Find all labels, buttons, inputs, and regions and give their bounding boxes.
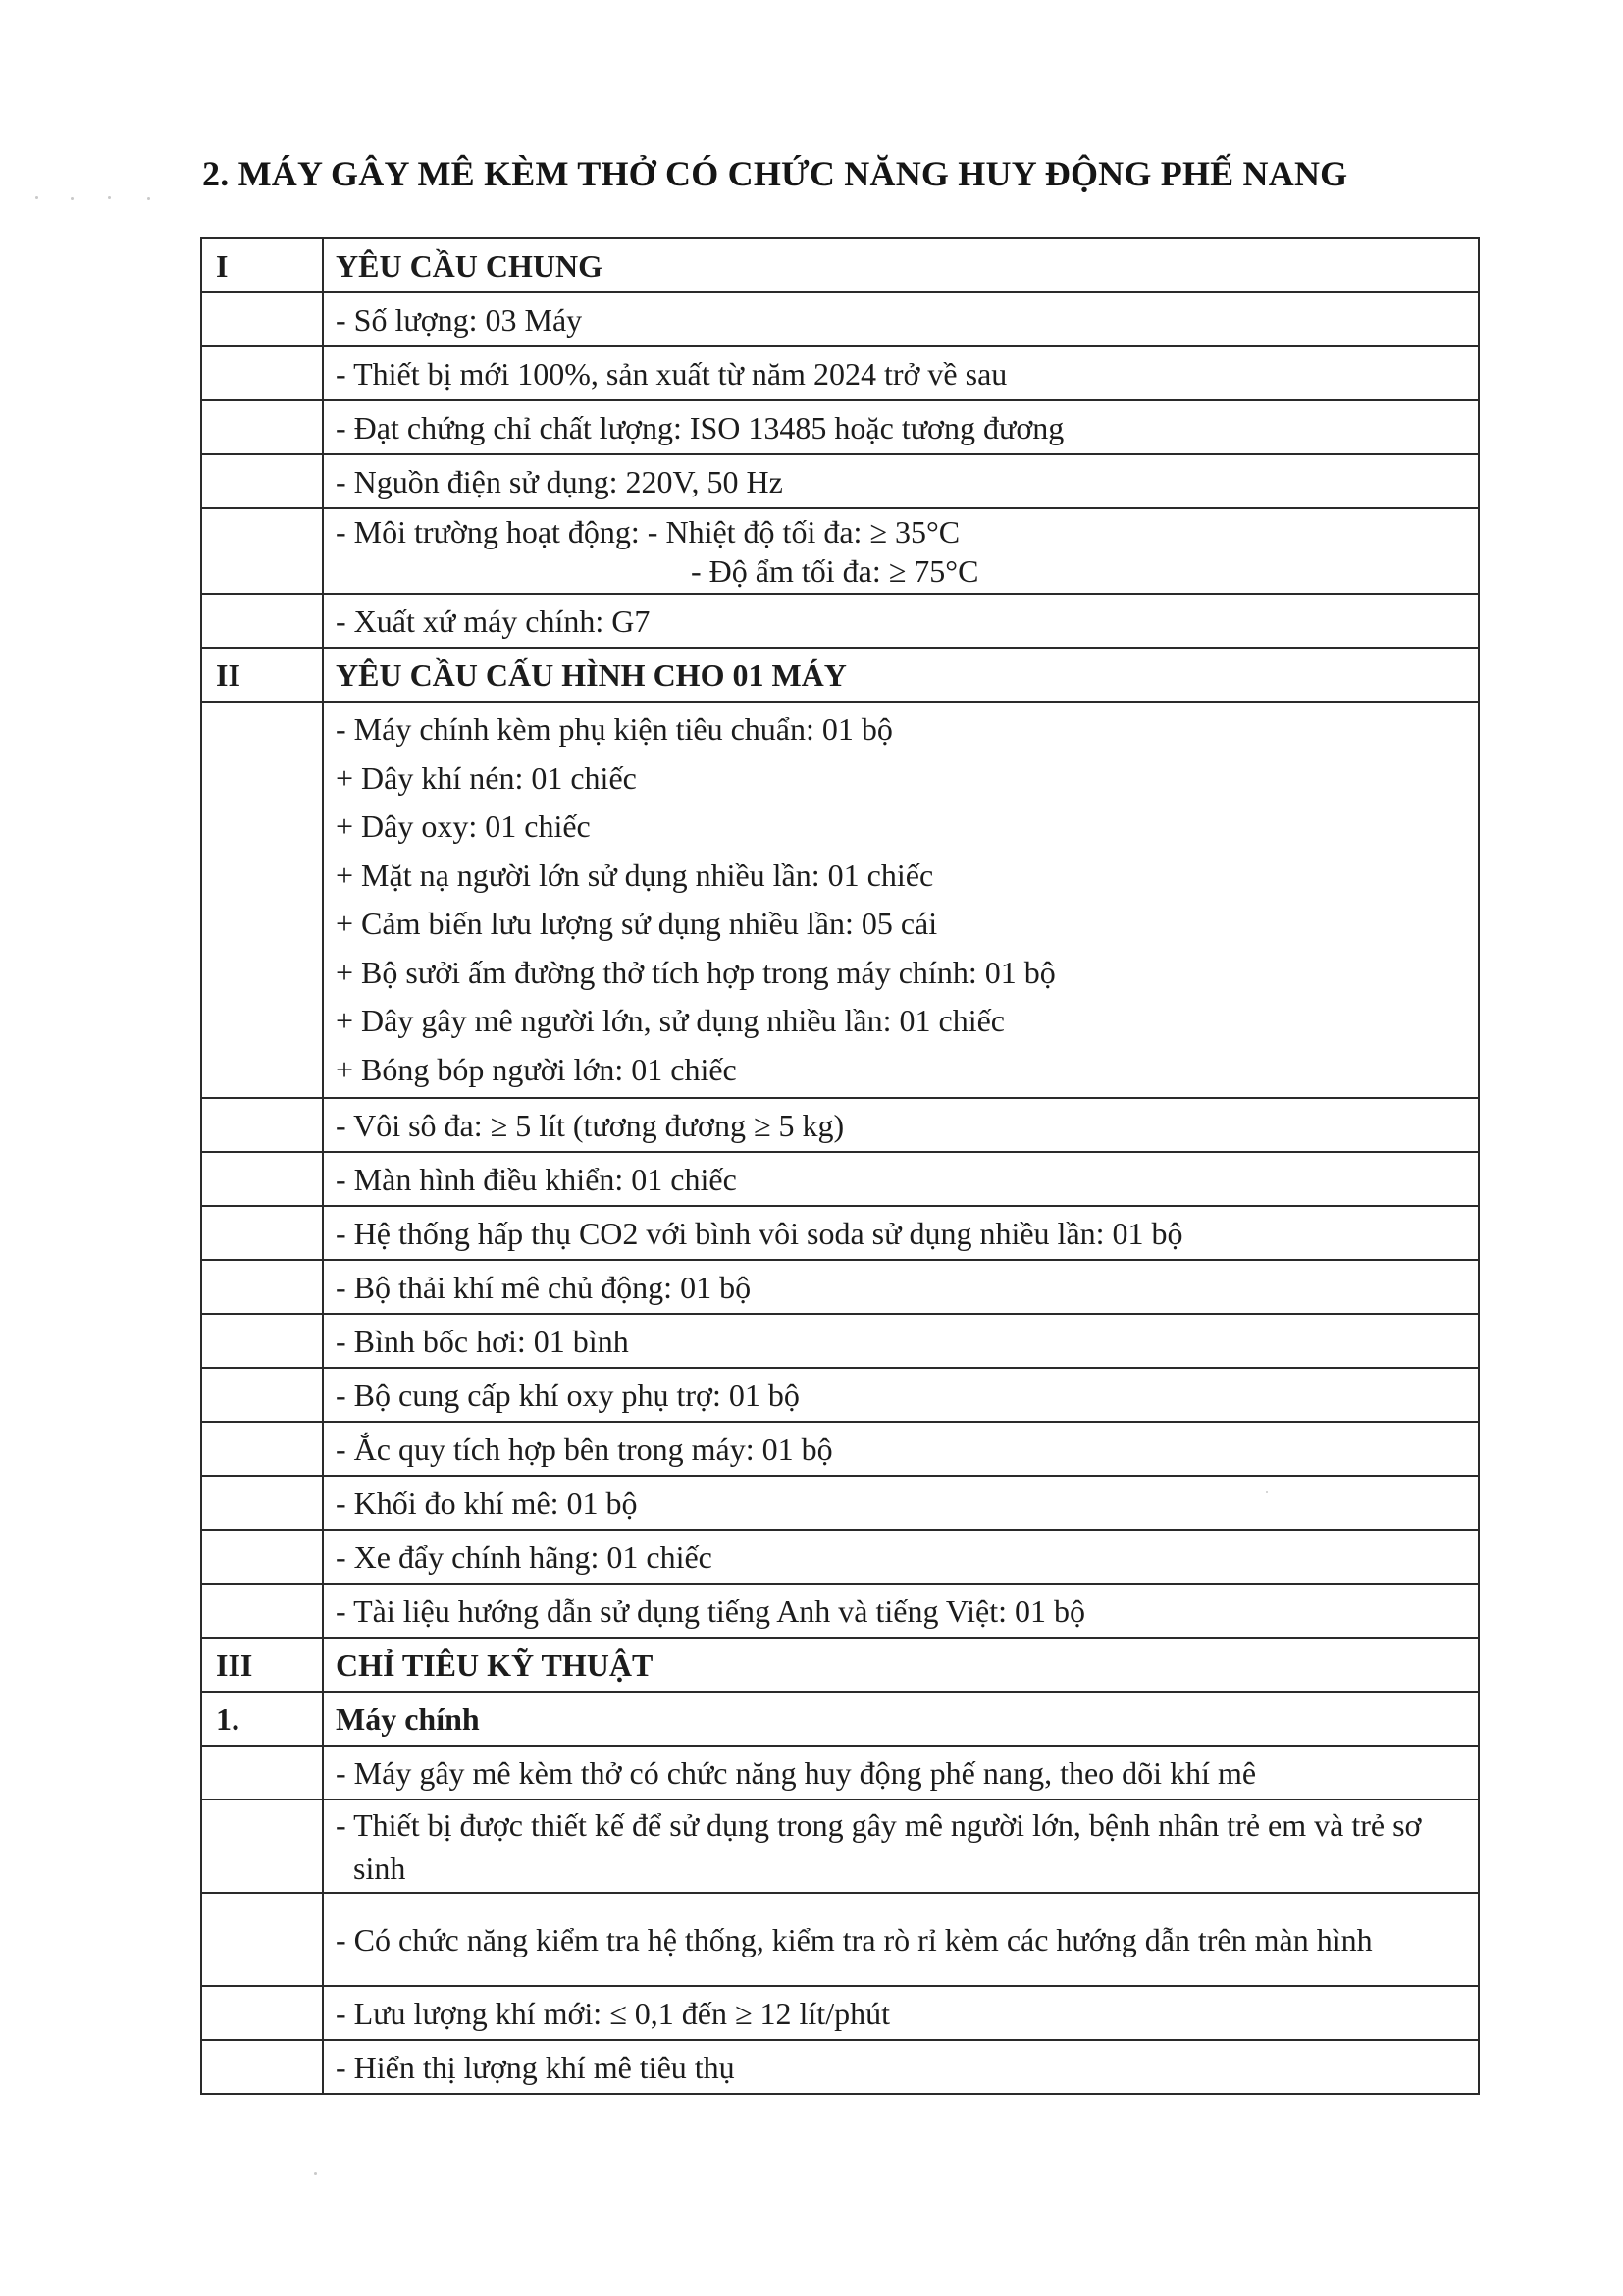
row-number	[201, 1098, 323, 1152]
accessory-list	[323, 702, 1479, 1098]
row-text: - Khối đo khí mê: 01 bộ	[323, 1476, 1479, 1530]
list-item: + Dây gây mê người lớn, sử dụng nhiều lần: 01 chiếc	[336, 1003, 1005, 1038]
row-number	[201, 292, 323, 346]
scan-speck	[147, 197, 150, 200]
row-number	[201, 1893, 323, 1986]
table-row	[201, 1368, 1479, 1422]
list-item: + Mặt nạ người lớn sử dụng nhiều lần: 01 chiếc	[336, 857, 934, 893]
row-text: - Đạt chứng chỉ chất lượng: ISO 13485 hoặc tương đương	[323, 400, 1479, 454]
row-text: - Bình bốc hơi: 01 bình	[323, 1314, 1479, 1368]
table-row	[201, 1986, 1479, 2040]
row-text	[323, 1893, 1479, 1986]
list-item: + Bóng bóp người lớn: 01 chiếc	[336, 1051, 737, 1087]
row-number	[201, 1986, 323, 2040]
table-row-accessories	[201, 702, 1479, 1098]
row-number	[201, 2040, 323, 2094]
row-text: - Lưu lượng khí mới: ≤ 0,1 đến ≥ 12 lít/phút	[323, 1986, 1479, 2040]
row-text: - Hệ thống hấp thụ CO2 với bình vôi soda sử dụng nhiều lần: 01 bộ	[323, 1206, 1479, 1260]
table-row	[201, 1476, 1479, 1530]
row-text-wrapped: - Có chức năng kiểm tra hệ thống, kiểm tra rò rỉ kèm các hướng dẫn trên màn hình	[336, 1921, 1373, 1957]
table-row	[201, 1098, 1479, 1152]
list-item: + Cảm biến lưu lượng sử dụng nhiều lần: 05 cái	[336, 906, 938, 941]
scan-speck	[35, 196, 38, 199]
row-number	[201, 454, 323, 508]
row-text: - Bộ cung cấp khí oxy phụ trợ: 01 bộ	[323, 1368, 1479, 1422]
row-number: I	[201, 238, 323, 292]
row-text: - Nguồn điện sử dụng: 220V, 50 Hz	[323, 454, 1479, 508]
table-row	[201, 346, 1479, 400]
row-text: - Máy gây mê kèm thở có chức năng huy động phế nang, theo dõi khí mê	[323, 1746, 1479, 1800]
row-number	[201, 1314, 323, 1368]
subsection-heading: Máy chính	[323, 1692, 1479, 1746]
row-text	[323, 1800, 1479, 1893]
section-heading: YÊU CẦU CHUNG	[323, 238, 1479, 292]
section-heading: CHỈ TIÊU KỸ THUẬT	[323, 1638, 1479, 1692]
list-item: + Dây khí nén: 01 chiếc	[336, 759, 637, 796]
row-text: - Bộ thải khí mê chủ động: 01 bộ	[323, 1260, 1479, 1314]
table-row	[201, 1746, 1479, 1800]
row-number	[201, 702, 323, 1098]
document-title: 2. MÁY GÂY MÊ KÈM THỞ CÓ CHỨC NĂNG HUY ĐỘNG PHẾ NANG	[202, 154, 1348, 193]
table-row	[201, 1152, 1479, 1206]
table-row-section-technical	[201, 1638, 1479, 1692]
list-item: + Bộ sưởi ấm đường thở tích hợp trong máy chính: 01 bộ	[336, 954, 1056, 990]
row-text: - Xe đẩy chính hãng: 01 chiếc	[323, 1530, 1479, 1584]
table-row	[201, 2040, 1479, 2094]
table-row-environment	[201, 508, 1479, 594]
table-row	[201, 1893, 1479, 1986]
row-text	[323, 508, 1479, 594]
table-row	[201, 1584, 1479, 1638]
table-row	[201, 1800, 1479, 1893]
row-text: - Số lượng: 03 Máy	[323, 292, 1479, 346]
row-number	[201, 594, 323, 648]
table-row	[201, 1206, 1479, 1260]
table-row-section-general	[201, 238, 1479, 292]
section-heading: YÊU CẦU CẤU HÌNH CHO 01 MÁY	[323, 648, 1479, 702]
scan-speck	[1266, 1491, 1268, 1493]
specification-table	[200, 237, 1480, 2095]
row-number	[201, 1746, 323, 1800]
row-number	[201, 508, 323, 594]
row-number	[201, 346, 323, 400]
row-text: - Xuất xứ máy chính: G7	[323, 594, 1479, 648]
row-number	[201, 1476, 323, 1530]
row-number: 1.	[201, 1692, 323, 1746]
table-row-section-configuration	[201, 648, 1479, 702]
scan-speck	[71, 197, 74, 200]
row-number: III	[201, 1638, 323, 1692]
row-text: - Hiển thị lượng khí mê tiêu thụ	[323, 2040, 1479, 2094]
list-item: + Dây oxy: 01 chiếc	[336, 809, 591, 844]
table-row	[201, 1314, 1479, 1368]
scan-speck	[314, 2172, 317, 2175]
row-text: - Ắc quy tích hợp bên trong máy: 01 bộ	[323, 1422, 1479, 1476]
table-row	[201, 1530, 1479, 1584]
row-number	[201, 1152, 323, 1206]
list-item: - Máy chính kèm phụ kiện tiêu chuẩn: 01 bộ	[336, 711, 893, 747]
row-number	[201, 1260, 323, 1314]
row-number	[201, 1530, 323, 1584]
row-text: - Vôi sô đa: ≥ 5 lít (tương đương ≥ 5 kg)	[323, 1098, 1479, 1152]
row-number	[201, 1800, 323, 1893]
environment-humidity: - Độ ẩm tối đa: ≥ 75°C	[691, 552, 979, 589]
table-row	[201, 292, 1479, 346]
row-number	[201, 400, 323, 454]
table-row	[201, 1422, 1479, 1476]
row-text: - Màn hình điều khiển: 01 chiếc	[323, 1152, 1479, 1206]
row-number	[201, 1206, 323, 1260]
row-number	[201, 1422, 323, 1476]
row-text-wrapped: - Thiết bị được thiết kế để sử dụng trong gây mê người lớn, bệnh nhân trẻ em và trẻ sơ sinh	[336, 1806, 1422, 1886]
row-number: II	[201, 648, 323, 702]
row-text: - Thiết bị mới 100%, sản xuất từ năm 2024 trở về sau	[323, 346, 1479, 400]
table-row	[201, 1260, 1479, 1314]
environment-temperature: - Môi trường hoạt động: - Nhiệt độ tối đa: ≥ 35°C	[336, 513, 961, 549]
scan-speck	[108, 196, 111, 199]
table-row	[201, 454, 1479, 508]
row-number	[201, 1584, 323, 1638]
table-row	[201, 400, 1479, 454]
table-row	[201, 594, 1479, 648]
row-number	[201, 1368, 323, 1422]
row-text: - Tài liệu hướng dẫn sử dụng tiếng Anh và tiếng Việt: 01 bộ	[323, 1584, 1479, 1638]
table-row-subsection-main-unit	[201, 1692, 1479, 1746]
